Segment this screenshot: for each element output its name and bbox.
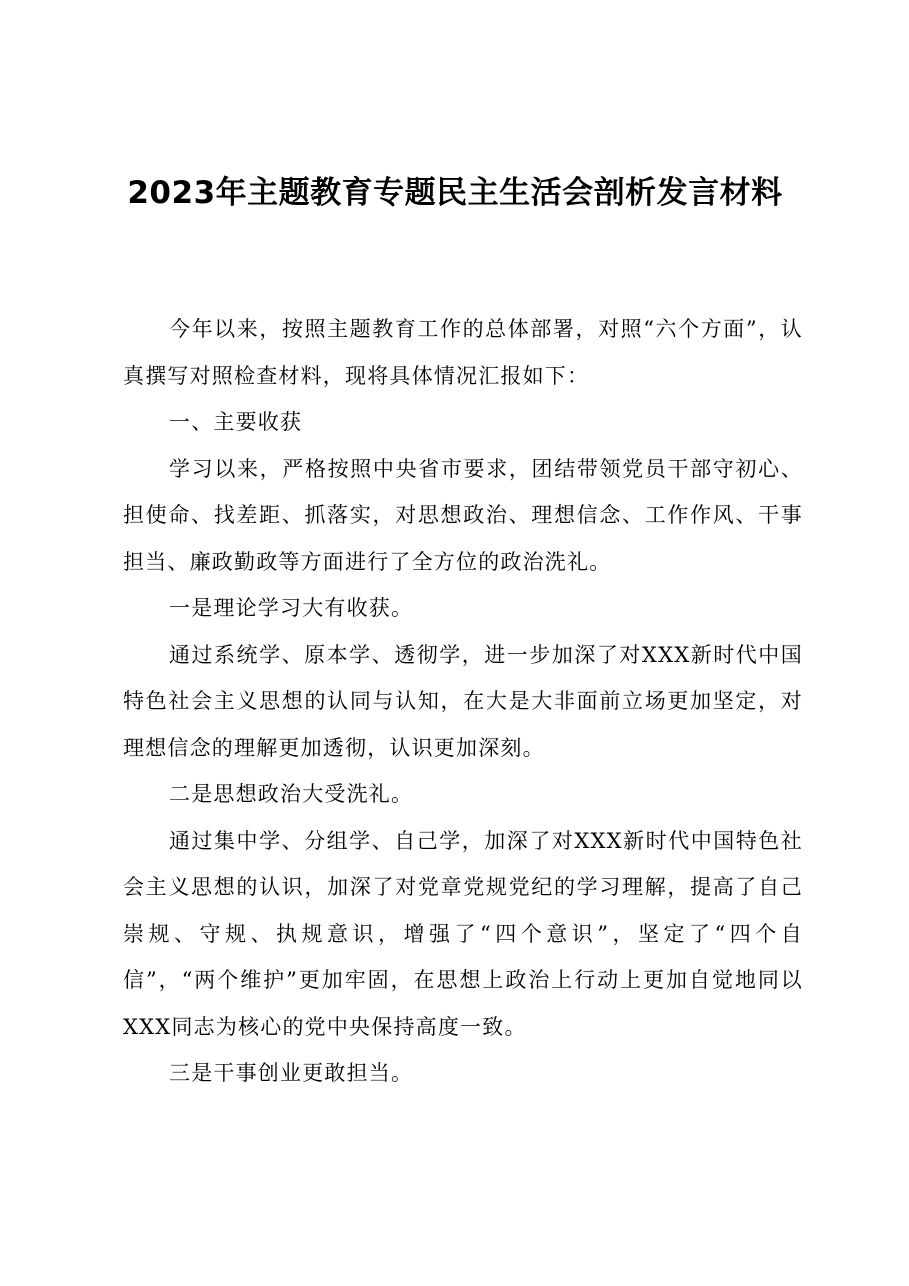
paragraph-theory-study: 通过系统学、原本学、透彻学，进一步加深了对XXX新时代中国特色社会主义思想的认同与认知，在大是大非面前立场更加坚定，对理想信念的理解更加透彻，认识更加深刻。 [123,642,803,760]
document-body [123,306,803,1097]
section-heading-main-gains: 一、主要收获 [169,410,303,434]
subheading-ideological-politics: 二是思想政治大受洗礼。 [169,782,414,806]
document-title: 2023年主题教育专题民主生活会剖析发言材料 [127,175,783,211]
paragraph-intro: 今年以来，按照主题教育工作的总体部署，对照“六个方面”，认真撰写对照检查材料，现将具体情况汇报如下： [123,317,803,388]
subheading-responsibility: 三是干事创业更敢担当。 [169,1061,414,1085]
paragraph-summary: 学习以来，严格按照中央省市要求，团结带领党员干部守初心、担使命、找差距、抓落实，对思想政治、理想信念、工作作风、干事担当、廉政勤政等方面进行了全方位的政治洗礼。 [123,456,803,574]
paragraph-ideological-politics: 通过集中学、分组学、自己学，加深了对XXX新时代中国特色社会主义思想的认识，加深了对党章党规党纪的学习理解，提高了自己崇规、守规、执规意识，增强了“四个意识”，坚定了“四个自信”，“两个维护”更加牢固，在思想上政治上行动上更加自觉地同以XXX同志为核心的党中央保持高度一致。 [123,828,803,1039]
subheading-theory-study: 一是理论学习大有收获。 [169,596,414,620]
